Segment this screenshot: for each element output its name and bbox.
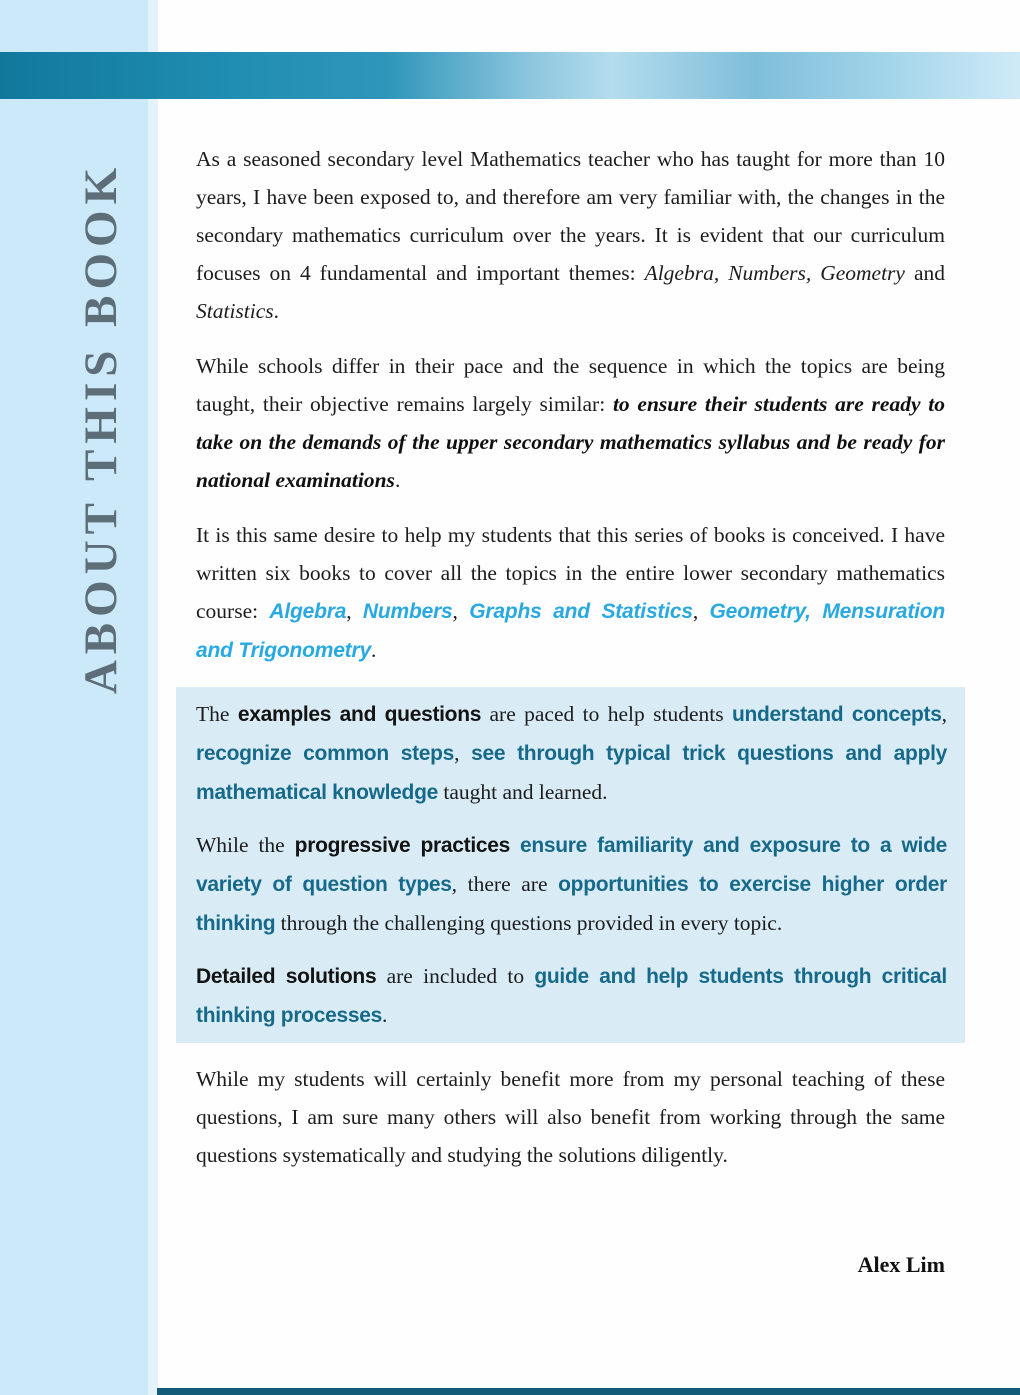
paragraph-text: , <box>941 702 947 726</box>
page-title-vertical: ABOUT THIS BOOK <box>75 161 127 695</box>
paragraph-text: As a seasoned secondary level Mathematics teacher who has taught for more than 10 years, I have been exposed to, and therefore am very familiar with, the changes in the secondary mathematics curriculum over the years. It is evident that our curriculum focuses on 4 fundamental and important themes: <box>196 147 945 285</box>
paragraph-objective <box>196 347 945 499</box>
book-title-algebra: Algebra <box>269 600 347 623</box>
paragraph-text: through the challenging questions provided in every topic. <box>275 911 783 935</box>
paragraph-text: . <box>370 638 377 662</box>
box-paragraph-examples <box>196 695 947 812</box>
paragraph-text: are paced to help students <box>481 702 732 726</box>
paragraph-text: are included to <box>376 964 535 988</box>
paragraph-text: , <box>692 599 710 623</box>
paragraph-intro <box>196 140 945 330</box>
paragraph-closing <box>196 1060 945 1174</box>
paragraph-text: It is this same desire to help my students that this series of books is conceived. I have written six books to cover all the topics in the entire lower secondary mathematics course: <box>196 523 945 623</box>
paragraph-text: While my students will certainly benefit more from my personal teaching of these questions, I am sure many others will also benefit from working through the same questions systematically and studying the solutions diligently. <box>196 1067 945 1167</box>
emphasis-detailed-solutions: Detailed solutions <box>196 965 377 988</box>
paragraph-text: and <box>904 261 946 285</box>
emphasis-examples-questions: examples and questions <box>237 703 482 726</box>
sidebar-edge-strip <box>148 0 158 1395</box>
paragraph-series <box>196 516 945 670</box>
box-paragraph-solutions <box>196 957 947 1035</box>
paragraph-text: , <box>452 599 470 623</box>
teal-recognize-steps: recognize common steps <box>196 742 455 765</box>
teal-critical-thinking: guide and help students through critical thinking processes <box>196 965 947 1027</box>
top-gradient-band <box>0 52 1020 99</box>
themes-italic: Algebra, Numbers, Geometry <box>644 261 905 285</box>
paragraph-text: . <box>394 468 401 492</box>
bottom-accent-bar <box>157 1388 1020 1395</box>
paragraph-text: , <box>346 599 363 623</box>
main-content <box>196 140 948 1284</box>
paragraph-text: . <box>273 299 280 323</box>
paragraph-text: While the <box>196 833 295 857</box>
teal-question-types: ensure familiarity and exposure to a wide variety of question types <box>196 834 947 896</box>
book-title-geometry-mensuration: Geometry, Mensuration and Trigonometry <box>196 600 946 662</box>
objective-emphasis: to ensure their students are ready to take on the demands of the upper secondary mathematics syllabus and be ready for national examinations <box>196 392 945 492</box>
paragraph-text: . <box>382 1003 388 1027</box>
themes-italic: Statistics <box>196 299 274 323</box>
box-paragraph-practices <box>196 826 947 943</box>
paragraph-text: taught and learned. <box>437 780 608 804</box>
teal-understand-concepts: understand concepts <box>731 703 942 726</box>
paragraph-text: , <box>454 741 472 765</box>
teal-trick-questions: see through typical trick questions and apply mathematical knowledge <box>196 742 948 804</box>
paragraph-text: The <box>196 702 238 726</box>
highlight-box <box>176 687 965 1043</box>
paragraph-text <box>510 833 520 857</box>
paragraph-text: While schools differ in their pace and the sequence in which the topics are being taught, their objective remains largely similar: <box>196 354 945 416</box>
book-title-numbers: Numbers <box>362 600 453 623</box>
emphasis-progressive-practices: progressive practices <box>294 834 511 857</box>
author-signature: Alex Lim <box>857 1252 945 1277</box>
book-title-graphs-statistics: Graphs and Statistics <box>469 600 693 623</box>
teal-higher-order-thinking: opportunities to exercise higher order thinking <box>196 873 947 935</box>
paragraph-text: , there are <box>451 872 559 896</box>
